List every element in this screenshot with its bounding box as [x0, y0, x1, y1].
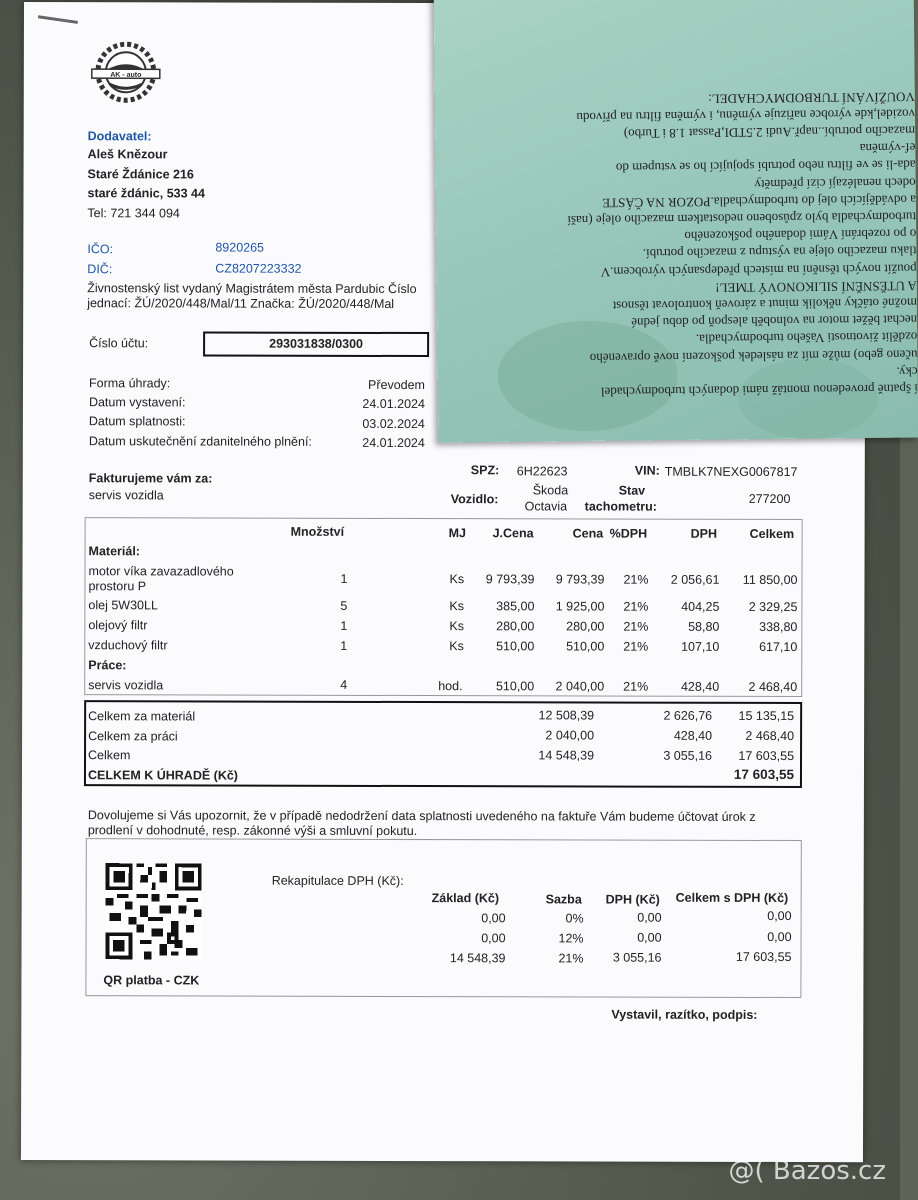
total-cena: 2 040,00 — [545, 728, 595, 743]
note-line: ada-li se ve filtru nebo potrubí spojující ho se vstupem do — [615, 157, 916, 176]
total-dph: 2 626,76 — [663, 708, 713, 723]
item-name-2: prostoru P — [88, 579, 147, 594]
section-prace: Práce: — [88, 658, 127, 673]
supplier-phone: Tel: 721 344 094 — [87, 206, 180, 221]
note-line: nechat běžet motor na volnoběh alespoň po dobu jedné — [631, 312, 918, 331]
tax-date-value: 24.01.2024 — [362, 435, 425, 451]
note-line: vozidel,kde výrobce nařizuje výměnu, i výměna filtru na přívodu — [576, 106, 916, 125]
recap-celkem: 0,00 — [767, 908, 792, 924]
item-qty: 1 — [340, 571, 348, 586]
note-line: odech nenalézají cizí předměty — [754, 175, 916, 192]
item-dph: 58,80 — [688, 619, 720, 634]
item-qty: 5 — [340, 598, 348, 613]
odometer-value: 277200 — [748, 491, 791, 507]
recap-sazba: 21% — [558, 951, 584, 966]
recap-sazba: 12% — [558, 931, 584, 946]
note-line: mazacího potrubí..např.Audi 2.5TDI,Passat 1.8 i Turbo) — [623, 123, 916, 142]
item-mj: Ks — [449, 619, 464, 634]
ico-label: IČO: — [87, 242, 114, 257]
account-label: Číslo účtu: — [89, 336, 149, 351]
item-jcena: 9 793,39 — [485, 572, 535, 587]
spz-value: 6H22623 — [516, 464, 568, 479]
due-date-label: Datum splatnosti: — [88, 414, 186, 429]
item-qty: 4 — [340, 677, 348, 692]
col-mj: MJ — [448, 526, 467, 541]
total-label: Celkem za materiál — [88, 709, 196, 724]
total-label: Celkem — [88, 748, 131, 763]
stav-label: Stav — [618, 483, 646, 498]
vin-label: VIN: — [634, 463, 660, 478]
col-celkem: Celkem — [749, 526, 795, 542]
note-line: o po rozebrání Vámi dodaného poškozeného — [684, 226, 917, 245]
recap-col-celkem: Celkem s DPH (Kč) — [675, 890, 789, 906]
note-line: a odvádějících olej do turbodmychadla.POZOR NA ČÁSTE — [602, 192, 916, 211]
recap-col-zaklad: Základ (Kč) — [431, 891, 500, 906]
qr-code-icon — [105, 860, 201, 962]
item-mj: Ks — [449, 639, 464, 654]
note-line: turbodmychadla bylo způsobeno nedostatkem mazacího oleje (naší — [567, 209, 917, 229]
total-label: Celkem za práci — [88, 729, 178, 744]
license-line-2: jednací: ŽÚ/2020/448/Mal/11 Značka: ŽÚ/2020/448/Mal — [87, 296, 395, 311]
tax-date-label: Datum uskutečnění zdanitelného plnění: — [88, 434, 312, 449]
note-line: ozdělit životnosti Vašeho turbodmychadla. — [695, 329, 918, 348]
item-jcena: 510,00 — [496, 639, 535, 654]
item-mj: hod. — [438, 679, 463, 694]
item-dph: 404,25 — [681, 599, 720, 614]
item-vat-rate: 21% — [623, 639, 649, 654]
col-dph-pct: %DPH — [609, 526, 648, 541]
total-cena: 14 548,39 — [538, 748, 595, 763]
item-celkem: 2 329,25 — [748, 599, 798, 615]
item-name: olejový filtr — [88, 618, 148, 633]
total-celkem: 17 603,55 — [738, 748, 795, 764]
warranty-note-text — [454, 0, 918, 402]
note-line: použít nových těsnění na místech předepsaných výrobcem.V — [600, 261, 917, 280]
item-qty: 1 — [340, 618, 348, 633]
note-line: A UTĚSNĚNÍ SILIKONOVÝ TMEL! — [715, 278, 917, 296]
item-cena: 510,00 — [566, 639, 605, 654]
recap-col-dph: DPH (Kč) — [605, 892, 660, 907]
section-material: Materiál: — [88, 544, 140, 559]
item-jcena: 385,00 — [496, 599, 535, 614]
recap-zaklad: 0,00 — [481, 911, 506, 926]
item-name: vzduchový filtr — [88, 638, 168, 653]
ico-value: 8920265 — [215, 240, 265, 255]
logo-text: AK - auto — [110, 71, 142, 79]
recap-celkem: 17 603,55 — [735, 949, 792, 965]
item-name: olej 5W30LL — [88, 598, 158, 613]
stav-label-2: tachometru: — [584, 499, 657, 514]
signature-label: Vystavil, razítko, podpis: — [611, 1007, 758, 1022]
item-qty: 1 — [340, 638, 348, 653]
notice-line-1: Dovolujeme si Vás upozornit, že v případě nedodržení data splatnosti uvedeného na faktuře Vám budeme účtovat úrok z — [87, 808, 756, 824]
total-celkem: 15 135,15 — [738, 708, 795, 724]
item-cena: 9 793,39 — [555, 572, 605, 587]
warranty-note-sheet — [434, 0, 918, 443]
payment-label: Forma úhrady: — [88, 376, 171, 391]
note-line: tlaku mazacího oleje na výstupu z mazacího potrubí. — [642, 243, 917, 262]
item-celkem: 338,80 — [759, 619, 798, 635]
item-dph: 107,10 — [681, 639, 720, 654]
vozidlo-make: Škoda — [532, 483, 569, 498]
item-celkem: 11 850,00 — [742, 572, 798, 588]
item-vat-rate: 21% — [623, 619, 649, 634]
recap-dph: 3 055,16 — [612, 950, 662, 965]
item-dph: 2 056,61 — [670, 572, 720, 587]
item-name: servis vozidla — [88, 678, 164, 693]
item-vat-rate: 21% — [623, 599, 649, 614]
item-vat-rate: 21% — [623, 572, 649, 587]
item-mj: Ks — [449, 599, 465, 614]
col-cena: Cena — [572, 526, 604, 541]
item-celkem: 617,10 — [759, 639, 798, 655]
billing-subject: servis vozidla — [88, 488, 164, 503]
supplier-heading: Dodavatel: — [87, 129, 152, 144]
total-celkem: 2 468,40 — [745, 728, 795, 744]
grand-total-value: 17 603,55 — [733, 766, 794, 783]
license-line-1: Živnostenský list vydaný Magistrátem města Pardubic Číslo — [87, 281, 417, 297]
item-cena: 1 925,00 — [555, 599, 605, 614]
item-vat-rate: 21% — [623, 679, 649, 694]
total-dph: 3 055,16 — [663, 748, 713, 763]
note-line: ef-výměna — [859, 140, 916, 157]
recap-col-sazba: Sazba — [545, 892, 582, 907]
account-box — [203, 331, 429, 357]
dic-value: CZ8207223332 — [215, 261, 302, 276]
note-line: cky. — [896, 364, 918, 380]
recap-dph: 0,00 — [637, 910, 662, 925]
recap-title: Rekapitulace DPH (Kč): — [271, 873, 404, 888]
note-line: í špatně provedenou montáž námi dodaných turbodmychadel — [600, 381, 918, 400]
billing-heading: Fakturujeme vám za: — [88, 471, 213, 486]
total-dph: 428,40 — [673, 728, 713, 743]
item-jcena: 280,00 — [496, 619, 535, 634]
item-dph: 428,40 — [680, 679, 720, 694]
staple-mark — [38, 15, 78, 24]
recap-celkem: 0,00 — [767, 929, 792, 945]
spz-label: SPZ: — [470, 463, 500, 478]
payment-value: Převodem — [367, 377, 426, 393]
account-number: 293031838/0300 — [269, 336, 364, 351]
item-name: motor víka zavazadlového — [88, 564, 234, 579]
vozidlo-label: Vozidlo: — [450, 492, 499, 507]
recap-zaklad: 0,00 — [481, 931, 506, 946]
notice-line-2: prodlení v dohodnuté, resp. zákonné výši a smluvní pokutu. — [87, 823, 418, 839]
vin-value: TMBLK7NEXG0067817 — [664, 464, 798, 480]
issue-date-label: Datum vystavení: — [88, 395, 186, 410]
vozidlo-model: Octavia — [524, 499, 568, 514]
item-cena: 2 040,00 — [555, 679, 605, 694]
due-date-value: 03.02.2024 — [362, 416, 425, 432]
item-jcena: 510,00 — [495, 679, 535, 694]
recap-sazba: 0% — [565, 911, 584, 926]
issue-date-value: 24.01.2024 — [362, 396, 425, 412]
bazos-watermark: @( Bazos.cz — [728, 1156, 886, 1186]
total-cena: 12 508,39 — [538, 708, 595, 723]
supplier-name: Aleš Knězour — [87, 147, 168, 162]
dic-label: DIČ: — [87, 262, 113, 277]
note-line: učeno gebo) může mít za následek poškození nově opraveného — [589, 347, 918, 366]
recap-zaklad: 14 548,39 — [449, 951, 506, 966]
qr-label: QR platba - CZK — [103, 973, 200, 988]
col-jcena: J.Cena — [492, 526, 534, 541]
supplier-city: staré ždánic, 533 44 — [87, 186, 205, 201]
ak-auto-logo-icon — [90, 40, 162, 104]
item-cena: 280,00 — [566, 619, 605, 634]
col-dph: DPH — [690, 526, 718, 541]
supplier-street: Staré Ždánice 216 — [87, 167, 194, 182]
item-mj: Ks — [449, 572, 465, 587]
col-qty: Množství — [290, 524, 345, 539]
note-line: možné otáčky několik minut a zároveň kontrolovat těsnost — [612, 295, 918, 314]
recap-dph: 0,00 — [637, 930, 662, 945]
item-celkem: 2 468,40 — [748, 679, 798, 695]
grand-total-label: CELKEM K ÚHRADĚ (Kč) — [87, 768, 238, 783]
note-line: VOUŽÍVÁNÍ TURBODMYCHADEL: — [708, 89, 915, 107]
